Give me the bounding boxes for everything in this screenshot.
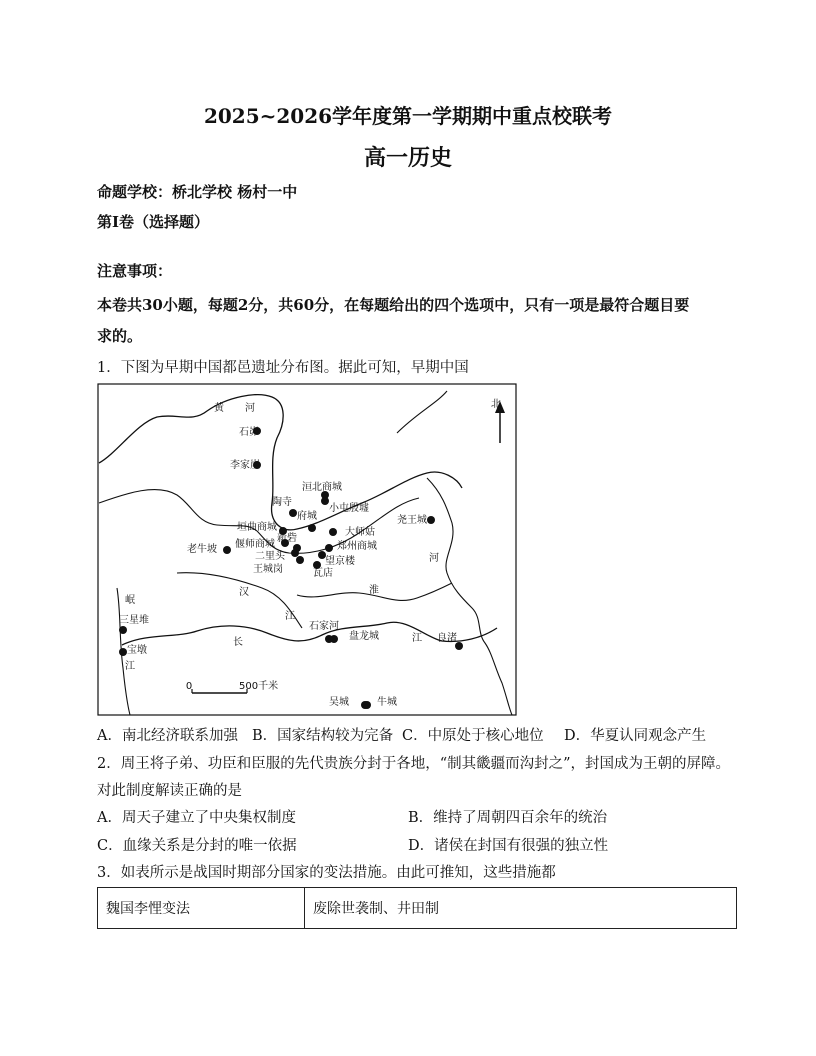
site-label: 宝墩 [127,645,147,656]
site-marker [291,549,299,557]
subject-title: 高一历史 [363,145,452,171]
site-label: 吴城 [329,697,349,708]
q1-option-b: B．国家结构较为完备 [252,728,394,744]
site-label: 瓦店 [313,568,333,579]
question-2-stem-2: 对此制度解读正确的是 [97,783,242,799]
table-cell: 废除世袭制、井田制 [305,888,737,929]
river-label: 淮 [369,585,379,596]
q2-option-c: C．血缘关系是分封的唯一依据 [97,838,297,854]
instructions-line-2: 求的。 [97,327,143,345]
site-label: 石峁 [239,427,259,438]
site-label: 府城 [297,511,317,522]
site-label: 垣曲商城 [237,522,277,533]
notice-heading: 注意事项： [97,262,173,280]
school-line: 命题学校：桥北学校 杨村一中 [97,183,298,201]
site-marker [329,528,337,536]
reform-table [97,887,737,929]
river-label: 江 [412,633,422,644]
site-marker [321,497,329,505]
volume-line: 第Ⅰ卷（选择题） [97,213,210,231]
site-label: 新砦 [277,533,297,544]
river-label: 江 [285,611,295,622]
exam-title: 2025~2026学年度第一学期期中重点校联考 [203,104,613,128]
site-label: 郑州商城 [337,541,377,552]
site-label: 偃师商城 [235,539,275,550]
table-row [98,888,737,929]
site-label: 陶寺 [272,497,292,508]
question-2-stem-1: 2．周王将子弟、功臣和臣服的先代贵族分封于各地，“制其畿疆而沟封之”，封国成为王朝的屏障。 [97,756,731,772]
scale-label-zero: 0 [185,681,193,692]
site-label: 三星堆 [119,615,149,626]
site-marker [363,701,371,709]
q1-option-d: D．华夏认同观念产生 [564,728,707,744]
river-label: 河 [245,403,255,414]
site-label: 牛城 [377,697,397,708]
site-label: 王城岗 [253,564,283,575]
site-label: 二里头 [255,551,285,562]
question-3-stem: 3．如表所示是战国时期部分国家的变法措施。由此可推知，这些措施都 [97,865,556,881]
site-label: 石家河 [309,621,339,632]
table-cell: 魏国李悝变法 [98,888,305,929]
north-label: 北 [491,399,501,410]
river-label: 长 [233,637,243,648]
site-label: 良渚 [437,633,457,644]
question-1-stem: 1．下图为早期中国都邑遗址分布图。据此可知，早期中国 [97,360,469,376]
q1-option-c: C．中原处于核心地位 [402,728,544,744]
river-label: 汉 [239,587,249,598]
site-label: 尧王城 [397,515,427,526]
capital-sites-map [97,383,517,716]
map-frame [98,384,516,715]
site-label: 洹北商城 [302,482,342,493]
site-label: 望京楼 [325,556,355,567]
site-marker [223,546,231,554]
q2-option-b: B．维持了周朝四百余年的统治 [408,810,608,826]
instructions-line-1: 本卷共30小题，每题2分，共60分，在每题给出的四个选项中，只有一项是最符合题目要 [97,296,690,314]
site-label: 李家崖 [230,460,260,471]
river-label: 黄 [214,403,224,414]
site-label: 大师姑 [345,527,375,538]
river-label: 江 [125,661,135,672]
site-label: 老牛坡 [187,544,217,555]
site-marker [308,524,316,532]
site-label: 盘龙城 [349,631,379,642]
q1-option-a: A．南北经济联系加强 [97,728,238,744]
q2-option-d: D．诸侯在封国有很强的独立性 [408,838,609,854]
site-marker [119,648,127,656]
site-marker [330,635,338,643]
site-marker [296,556,304,564]
q2-option-a: A．周天子建立了中央集权制度 [97,810,296,826]
site-marker [289,509,297,517]
scale-label-km: 500千米 [239,681,279,692]
site-marker [325,544,333,552]
river-label: 岷 [125,595,135,606]
site-label: 小屯殷墟 [329,503,369,514]
river-label: 河 [429,553,439,564]
site-marker [427,516,435,524]
site-marker [119,626,127,634]
